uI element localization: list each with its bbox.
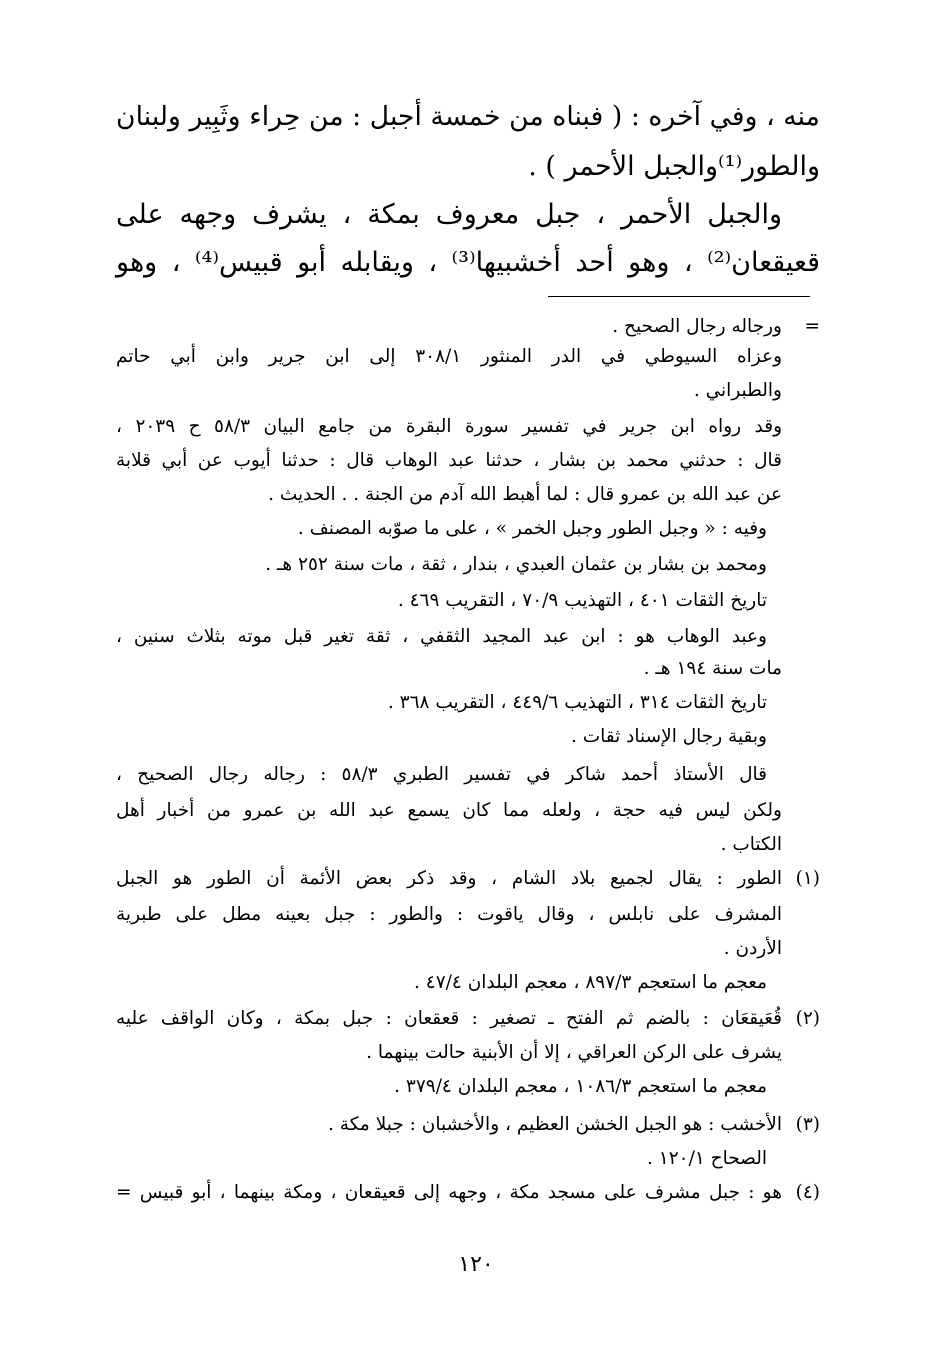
footnote-line: يشرف على الركن العراقي ، إلا أن الأبنية حالت بينهما . [366,1042,782,1063]
footnote-number: (٢) [795,1008,820,1029]
main-text-line: منه ، وفي آخره : ( فبناه من خمسة أجبل : من حِراء وثَبِير ولبنان [116,101,820,132]
footnote-number: (١) [795,868,820,889]
footnote-line: هو : جبل مشرف على مسجد مكة ، وجهه إلى قعيقعان ، ومكة بينهما ، أبو قبيس = [116,1182,782,1203]
footnote-line: الكتاب . [720,834,782,855]
footnote-line: وقد رواه ابن جرير في تفسير سورة البقرة من جامع البيان ٥٨/٣ ح ٢٠٣٩ ، [116,416,783,437]
footnote-separator [548,296,810,297]
footnote-line: قال : حدثني محمد بن بشار ، حدثنا عبد الوهاب قال : حدثنا أيوب عن أبي قلابة [116,450,782,471]
footnote-line: وعبد الوهاب هو : ابن عبد المجيد الثقفي ، ثقة تغير قبل موته بثلاث سنين ، [116,626,767,647]
footnote-line: الأردن . [723,938,782,959]
footnote-line: الصحاح ١٢٠/١ . [647,1148,767,1169]
main-text-line: قعيقعان⁽²⁾ ، وهو أحد أخشبيها⁽³⁾ ، ويقابله أبو قبيس⁽⁴⁾ ، وهو [116,247,820,278]
footnote-line: مات سنة ١٩٤ هـ . [643,658,782,679]
footnote-line: قال الأستاذ أحمد شاكر في تفسير الطبري ٥٨/٣ : رجاله رجال الصحيح ، [116,764,767,785]
main-text-line: والجبل الأحمر ، جبل معروف بمكة ، يشرف وجهه على [116,199,782,230]
footnote-line: المشرف على نابلس ، وقال ياقوت : والطور : جبل بعينه مطل على طبرية [116,904,782,925]
continuation-marker: = [804,316,820,337]
footnote-number: (٤) [795,1182,820,1203]
footnote-line: ولكن ليس فيه حجة ، ولعله مما كان يسمع عبد الله بن عمرو من أخبار أهل [116,800,782,821]
footnote-line: وبقية رجال الإسناد ثقات . [570,726,767,747]
footnote-number: (٣) [795,1114,820,1135]
footnote-line: معجم ما استعجم ٨٩٧/٣ ، معجم البلدان ٤٧/٤ . [414,972,767,993]
footnote-line: وفيه : « وجبل الطور وجبل الخمر » ، على ما صوّبه المصنف . [297,518,767,539]
footnote-line: وعزاه السيوطي في الدر المنثور ٣٠٨/١ إلى ابن جرير وابن أبي حاتم [116,346,783,367]
footnote-line: عن عبد الله بن عمرو قال : لما أهبط الله آدم من الجنة . . الحديث . [268,484,782,505]
footnote-line: ورجاله رجال الصحيح . [612,316,782,337]
footnote-line: معجم ما استعجم ١٠٨٦/٣ ، معجم البلدان ٣٧٩/٤ . [394,1076,767,1097]
footnote-line: تاريخ الثقات ٣١٤ ، التهذيب ٤٤٩/٦ ، التقريب ٣٦٨ . [387,692,767,713]
footnote-line: ومحمد بن بشار بن عثمان العبدي ، بندار ، ثقة ، مات سنة ٢٥٢ هـ . [265,554,767,575]
page-number: ١٢٠ [458,1252,494,1277]
footnote-line: الأخشب : هو الجبل الخشن العظيم ، والأخشبان : جبلا مكة . [328,1114,782,1135]
footnote-line: الطور : يقال لجميع بلاد الشام ، وقد ذكر بعض الأئمة أن الطور هو الجبل [116,868,782,889]
footnote-line: والطبراني . [693,380,782,401]
footnote-line: قُعَيقعَان : بالضم ثم الفتح ـ تصغير : قعقعان : جبل بمكة ، وكان الواقف عليه [116,1008,782,1029]
footnote-line: تاريخ الثقات ٤٠١ ، التهذيب ٧٠/٩ ، التقريب ٤٦٩ . [397,590,767,611]
main-text-line: والطور⁽¹⁾والجبل الأحمر ) . [528,151,820,182]
